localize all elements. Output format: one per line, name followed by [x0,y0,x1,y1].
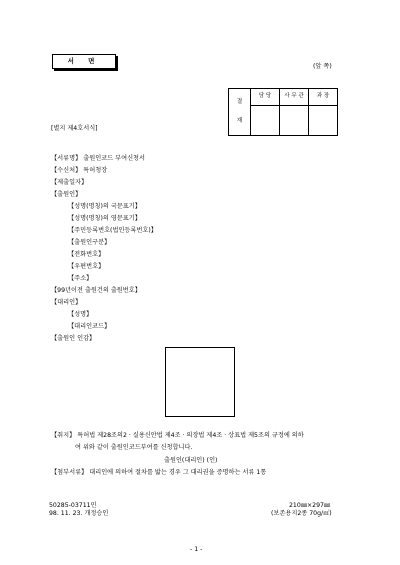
side-note: (앞 쪽) [313,63,332,70]
field-applicant: 【출원인】 [51,191,82,198]
footer-size: 210㎜×297㎜ [289,502,331,509]
applicant-postal-code: 【우편번호】 [68,263,105,270]
purpose-line-2: 여 위와 같이 출원인코드부여를 신청합니다. [75,444,193,451]
approval-side-label [229,89,251,136]
approval-table [228,88,338,136]
approval-stamp-manager [251,106,280,136]
form-number: [별지 제4호서식] [51,125,98,132]
applicant-type: 【출원인구분】 [68,239,111,246]
approval-side-bottom: 재 [236,118,243,124]
footer-code: 50285-03711민 [49,502,97,509]
applicant-name-english: 【성명(명칭)의 영문표기】 [68,215,141,222]
footer-paper: (보존용지2종 70g/㎡) [271,510,332,517]
agent-code: 【대리인코드】 [68,323,111,330]
field-prior-application: 【99년이전 출원건의 출원번호】 [51,287,141,294]
purpose-signer: 출원인(대리인) (인) [164,457,218,464]
page-number: - 1 - [190,546,203,553]
attachment-field: 【첨부서류】 대리인에 의하여 절차를 밟는 경우 그 대리권을 증명하는 서류 1통 [51,469,267,476]
applicant-phone: 【전화번호】 [68,251,105,258]
purpose-line-1: 【취지】 특허법 제28조의2 · 실용신안법 제4조 · 의장법 제4조 · 상표법 제5조의 규정에 의하 [51,432,304,439]
applicant-address: 【주소】 [68,275,93,282]
approval-side-top: 결 [236,98,243,105]
approval-stamp-chief [309,106,338,136]
form-title-box [52,54,116,69]
field-document-name: 【서류명】 출원인코드 부여신청서 [51,155,146,162]
field-applicant-seal: 【출원인 인감】 [51,335,96,342]
approval-col-chief: 과 장 [309,89,338,106]
approval-col-officer: 사 무 관 [280,89,309,106]
agent-name: 【성명】 [68,311,93,318]
footer-approval: 98. 11. 23. 개정승인 [49,510,109,517]
field-agent: 【대리인】 [51,299,82,306]
applicant-name-korean: 【성명(명칭)의 국문표기】 [68,203,141,210]
field-recipient: 【수신처】 특허청장 [51,167,108,174]
field-submission-date: 【제출일자】 [51,179,88,186]
seal-box [165,347,235,417]
approval-stamp-officer [280,106,309,136]
approval-col-manager: 담 당 [251,89,280,106]
applicant-registration-number: 【주민등록번호(법인등록번호)】 [68,227,157,234]
form-title: 서 면 [67,57,101,66]
